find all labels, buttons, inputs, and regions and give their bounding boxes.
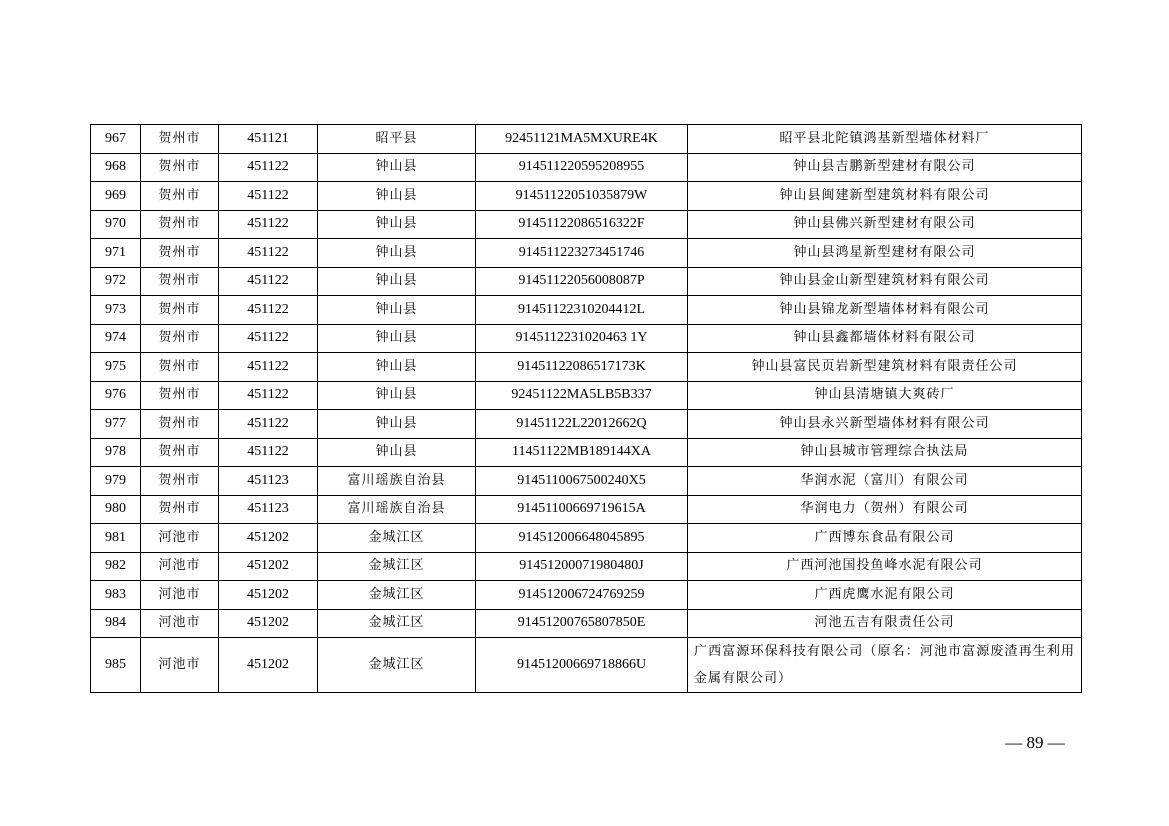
county-cell: 金城江区 (318, 552, 476, 581)
page-number: — 89 — (1005, 733, 1065, 752)
company-name-cell: 钟山县永兴新型墙体材料有限公司 (688, 410, 1082, 439)
credit-code-cell: 91451200765807850E (476, 609, 688, 638)
credit-code-cell: 11451122MB189144XA (476, 438, 688, 467)
row-number: 975 (91, 353, 141, 382)
district-code-cell: 451122 (219, 296, 318, 325)
city-cell: 贺州市 (141, 153, 219, 182)
city-cell: 贺州市 (141, 467, 219, 496)
table-row (91, 125, 1082, 154)
county-cell: 金城江区 (318, 581, 476, 610)
county-cell: 富川瑶族自治县 (318, 495, 476, 524)
company-name-cell: 钟山县佛兴新型建材有限公司 (688, 210, 1082, 239)
district-code-cell: 451202 (219, 552, 318, 581)
credit-code-cell: 91451122051035879W (476, 182, 688, 211)
company-name-cell: 广西河池国投鱼峰水泥有限公司 (688, 552, 1082, 581)
county-cell: 钟山县 (318, 296, 476, 325)
city-cell: 贺州市 (141, 239, 219, 268)
city-cell: 河池市 (141, 609, 219, 638)
county-cell: 钟山县 (318, 239, 476, 268)
credit-code-cell: 914512006648045895 (476, 524, 688, 553)
company-name-cell: 钟山县富民页岩新型建筑材料有限责任公司 (688, 353, 1082, 382)
county-cell: 钟山县 (318, 153, 476, 182)
district-code-cell: 451202 (219, 609, 318, 638)
company-name-cell: 钟山县吉鹏新型建材有限公司 (688, 153, 1082, 182)
row-number: 983 (91, 581, 141, 610)
table-row (91, 267, 1082, 296)
row-number: 985 (91, 638, 141, 693)
row-number: 970 (91, 210, 141, 239)
city-cell: 河池市 (141, 638, 219, 693)
table-row (91, 239, 1082, 268)
row-number: 981 (91, 524, 141, 553)
credit-code-cell: 91451122310204412L (476, 296, 688, 325)
district-code-cell: 451123 (219, 467, 318, 496)
county-cell: 昭平县 (318, 125, 476, 154)
table-row (91, 182, 1082, 211)
county-cell: 钟山县 (318, 267, 476, 296)
city-cell: 河池市 (141, 524, 219, 553)
row-number: 973 (91, 296, 141, 325)
company-name-cell: 钟山县闽建新型建筑材料有限公司 (688, 182, 1082, 211)
district-code-cell: 451122 (219, 324, 318, 353)
credit-code-cell: 9145110067500240X5 (476, 467, 688, 496)
city-cell: 河池市 (141, 581, 219, 610)
district-code-cell: 451122 (219, 438, 318, 467)
district-code-cell: 451202 (219, 524, 318, 553)
district-code-cell: 451122 (219, 210, 318, 239)
credit-code-cell: 91451200669718866U (476, 638, 688, 693)
city-cell: 贺州市 (141, 324, 219, 353)
company-name-cell: 华润水泥（富川）有限公司 (688, 467, 1082, 496)
district-code-cell: 451202 (219, 581, 318, 610)
table-row (91, 552, 1082, 581)
county-cell: 金城江区 (318, 524, 476, 553)
district-code-cell: 451122 (219, 267, 318, 296)
county-cell: 钟山县 (318, 182, 476, 211)
company-name-cell: 河池五吉有限责任公司 (688, 609, 1082, 638)
city-cell: 贺州市 (141, 353, 219, 382)
row-number: 972 (91, 267, 141, 296)
table-row (91, 467, 1082, 496)
city-cell: 贺州市 (141, 182, 219, 211)
company-name-cell: 昭平县北陀镇鸿基新型墙体材料厂 (688, 125, 1082, 154)
table-row (91, 381, 1082, 410)
city-cell: 贺州市 (141, 438, 219, 467)
city-cell: 贺州市 (141, 125, 219, 154)
city-cell: 贺州市 (141, 210, 219, 239)
county-cell: 富川瑶族自治县 (318, 467, 476, 496)
row-number: 984 (91, 609, 141, 638)
table-row (91, 581, 1082, 610)
row-number: 974 (91, 324, 141, 353)
county-cell: 钟山县 (318, 324, 476, 353)
table-row (91, 438, 1082, 467)
district-code-cell: 451122 (219, 353, 318, 382)
district-code-cell: 451202 (219, 638, 318, 693)
table-row (91, 210, 1082, 239)
district-code-cell: 451122 (219, 410, 318, 439)
district-code-cell: 451122 (219, 182, 318, 211)
city-cell: 贺州市 (141, 495, 219, 524)
district-code-cell: 451121 (219, 125, 318, 154)
credit-code-cell: 914511220595208955 (476, 153, 688, 182)
district-code-cell: 451122 (219, 239, 318, 268)
row-number: 980 (91, 495, 141, 524)
row-number: 971 (91, 239, 141, 268)
county-cell: 钟山县 (318, 438, 476, 467)
company-name-cell: 钟山县鑫都墙体材料有限公司 (688, 324, 1082, 353)
table-row (91, 410, 1082, 439)
table-row (91, 609, 1082, 638)
county-cell: 金城江区 (318, 609, 476, 638)
county-cell: 钟山县 (318, 410, 476, 439)
credit-code-cell: 91451200071980480J (476, 552, 688, 581)
row-number: 976 (91, 381, 141, 410)
row-number: 969 (91, 182, 141, 211)
city-cell: 河池市 (141, 552, 219, 581)
row-number: 982 (91, 552, 141, 581)
company-name-cell: 钟山县清塘镇大爽砖厂 (688, 381, 1082, 410)
county-cell: 金城江区 (318, 638, 476, 693)
credit-code-cell: 91451122056008087P (476, 267, 688, 296)
credit-code-cell: 92451122MA5LB5B337 (476, 381, 688, 410)
credit-code-cell: 92451121MA5MXURE4K (476, 125, 688, 154)
table-row (91, 153, 1082, 182)
company-name-cell: 华润电力（贺州）有限公司 (688, 495, 1082, 524)
district-code-cell: 451122 (219, 153, 318, 182)
row-number: 978 (91, 438, 141, 467)
credit-code-cell: 914511223273451746 (476, 239, 688, 268)
company-name-cell: 钟山县鸿星新型建材有限公司 (688, 239, 1082, 268)
enterprise-table (90, 124, 1082, 693)
table-row (91, 638, 1082, 693)
row-number: 979 (91, 467, 141, 496)
credit-code-cell: 91451122086516322F (476, 210, 688, 239)
company-name-cell: 广西富源环保科技有限公司（原名：河池市富源废渣再生利用金属有限公司） (688, 638, 1082, 693)
county-cell: 钟山县 (318, 210, 476, 239)
row-number: 967 (91, 125, 141, 154)
table-row (91, 353, 1082, 382)
table-row (91, 524, 1082, 553)
company-name-cell: 广西虎鹰水泥有限公司 (688, 581, 1082, 610)
row-number: 977 (91, 410, 141, 439)
city-cell: 贺州市 (141, 296, 219, 325)
credit-code-cell: 91451122L22012662Q (476, 410, 688, 439)
city-cell: 贺州市 (141, 410, 219, 439)
table-row (91, 495, 1082, 524)
city-cell: 贺州市 (141, 267, 219, 296)
city-cell: 贺州市 (141, 381, 219, 410)
table-row (91, 324, 1082, 353)
county-cell: 钟山县 (318, 353, 476, 382)
company-name-cell: 钟山县锦龙新型墙体材料有限公司 (688, 296, 1082, 325)
district-code-cell: 451122 (219, 381, 318, 410)
company-name-cell: 钟山县金山新型建筑材料有限公司 (688, 267, 1082, 296)
company-name-cell: 钟山县城市管理综合执法局 (688, 438, 1082, 467)
district-code-cell: 451123 (219, 495, 318, 524)
credit-code-cell: 91451122086517173K (476, 353, 688, 382)
table-row (91, 296, 1082, 325)
credit-code-cell: 914512006724769259 (476, 581, 688, 610)
row-number: 968 (91, 153, 141, 182)
county-cell: 钟山县 (318, 381, 476, 410)
company-name-cell: 广西博东食品有限公司 (688, 524, 1082, 553)
credit-code-cell: 91451100669719615A (476, 495, 688, 524)
credit-code-cell: 9145112231020463 1Y (476, 324, 688, 353)
